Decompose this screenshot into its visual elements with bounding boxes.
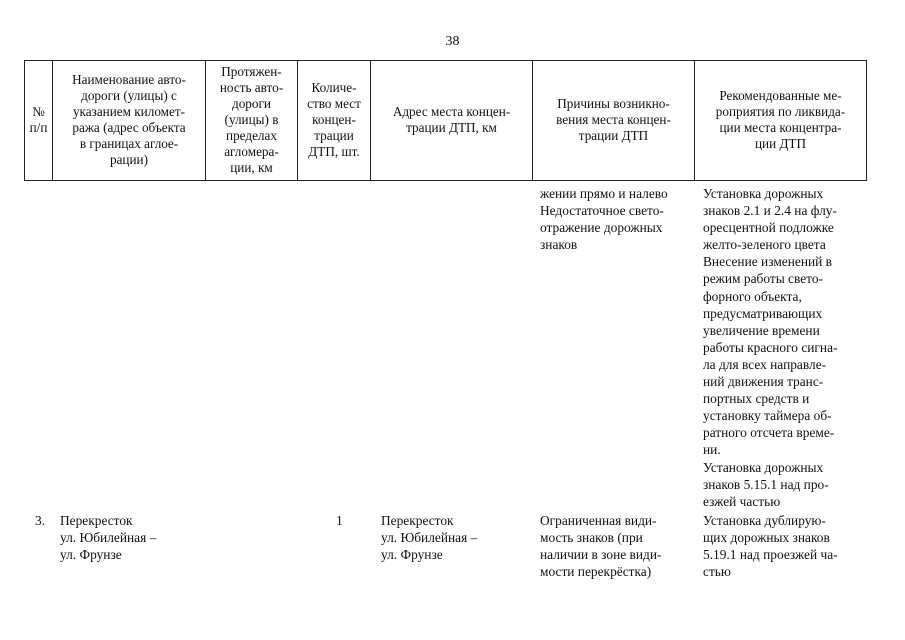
table-right-border [866,60,867,180]
header-road-name [53,61,205,179]
row3-measures: Установка дублирую- щих дорожных знаков 5.19.1 над проезжей ча- стью [703,513,838,580]
header-number-text: № п/п [29,104,48,135]
header-length-text: Протяжен- ность авто- дороги (улицы) в пределах агломера- ции, км [219,64,284,175]
table-header-bottom-border [24,180,867,181]
page-number: 38 [445,34,460,49]
header-address-text: Адрес места концен- трации ДТП, км [392,104,511,135]
header-number [25,61,52,179]
row3-causes: Ограниченная види- мость знаков (при наличии в зоне види- мости перекрёстка) [540,513,662,580]
row3-count: 1 [336,513,343,528]
header-causes-text: Причины возникно- вения места концен- трации ДТП [556,96,671,143]
continuation-measures: Установка дорожных знаков 2.1 и 2.4 на флу- оресцентной подложке желто-зеленого цвета Внесение изменений в режим работы свето- форного объекта, предусматривающих увеличение времени работы красного сигна- ла для всех направле- ний движения транс- портных средств и установку таймера об- ратного отсчета време- ни. Установка дорожных знаков 5.15.1 над про- езжей частью [703,186,838,509]
header-count-text: Количе- ство мест концен- трации ДТП, шт. [307,80,361,159]
continuation-causes: жении прямо и налево Недостаточное свето- отражение дорожных знаков [540,186,668,253]
row3-road: Перекресток ул. Юбилейная – ул. Фрунзе [60,513,157,563]
header-road-name-text: Наименование авто- дороги (улицы) с указанием километ- ража (адрес объекта в границах аглоe- рации) [72,72,186,167]
header-measures [695,61,866,179]
header-measures-text: Рекомендованные ме- роприятия по ликвида- ции места концентра- ции ДТП [715,88,846,151]
header-address [371,61,532,179]
header-count [298,61,370,179]
row3-number: 3. [35,513,46,528]
row3-address: Перекресток ул. Юбилейная – ул. Фрунзе [381,513,478,563]
header-causes [533,61,694,179]
header-length [206,61,297,179]
